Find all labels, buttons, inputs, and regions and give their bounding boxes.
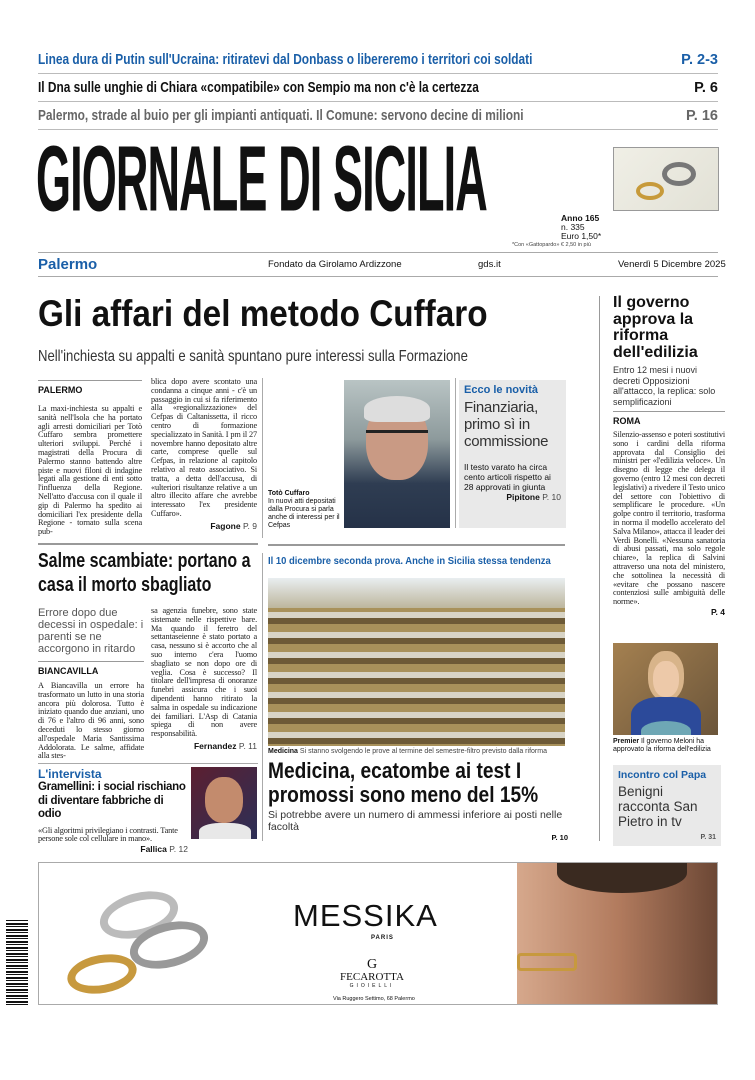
byline: Fernandez P. 11: [193, 740, 257, 751]
ad-city: PARIS: [371, 935, 394, 941]
cuffaro-photo: [344, 380, 450, 528]
teaser-page: P. 2-3: [681, 52, 718, 68]
price-note: *Con «Gattopardo» € 2,50 in più: [512, 242, 591, 248]
box-kicker: Incontro col Papa: [618, 769, 707, 781]
website-link[interactable]: gds.it: [478, 259, 501, 270]
box-text: Il testo varato ha circa cento articoli rispetto ai 28 approvati in giunta: [464, 462, 551, 492]
lead-column-1: [38, 380, 142, 537]
photo-caption: Totò Cuffaro In nuovi atti depositati dalla Procura si parla anche di interessi per il Cefpas: [268, 490, 340, 529]
founder: Fondato da Girolamo Ardizzone: [268, 259, 402, 270]
article-body: sa agenzia funebre, sono state sistemate nelle rispettive bare. Ma quando il feretro del settantaseienne è stato portato a casa, nessuno si è accorto che al suo interno c'era l'uomo sbagliato se non dopo ore di veglia. Cosa è successo? Il titolare dell'impresa di onoranze funebri assicura che i suoi dipendenti hanno ritirato la salma in ospedale su indicazione dei familiari. L'Asp di Catania spiega di non avere responsabilità.: [151, 606, 257, 739]
article-body: La maxi-inchiesta su appalti e sanità nell'Isola che ha portato agli arresti domiciliari per Totò Cuffaro sembra promettere ulteriori sviluppi. Perché i magistrati della Procura di Palermo stanno battendo altre piste e nuovi filoni di indagine legati alla gestione di enti sotto l'influenza della Regione. Nell'atto d'accusa con il quale il gip di Palermo ha spedito ai domiciliari l'ex presidente della Regione - tornato sulla scena pub-: [38, 404, 142, 537]
edilizia-subhead: Entro 12 mesi i nuovi decreti Opposizioni all'attacco, la replica: solo semplificazioni: [613, 365, 716, 407]
byline: Fagone P. 9: [210, 520, 257, 531]
intervista-kicker: L'intervista: [38, 767, 102, 781]
anno: Anno 165: [561, 213, 600, 223]
teaser-page: P. 6: [694, 80, 718, 96]
price: Euro 1,50*: [561, 231, 602, 241]
numero: n. 335: [561, 222, 585, 232]
page-ref: P. 4: [710, 606, 725, 617]
photo-caption: Premier Il governo Meloni ha approvato la riforma dell'edilizia: [613, 738, 711, 753]
lead-headline[interactable]: Gli affari del metodo Cuffaro: [38, 293, 488, 334]
edilizia-headline[interactable]: Il governo approva la riforma dell'edilizia: [613, 294, 698, 361]
medicina-article: [268, 748, 568, 842]
teaser-putin[interactable]: [38, 46, 718, 74]
medicina-kicker: Il 10 dicembre seconda prova. Anche in Sicilia stessa tendenza: [268, 555, 551, 567]
page-ref: P. 10: [551, 833, 568, 842]
issue-date: Venerdì 5 Dicembre 2025: [618, 259, 726, 270]
box-title: Benigni racconta San Pietro in tv: [618, 784, 698, 829]
medicina-headline[interactable]: Medicina, ecatombe ai test I promossi sono meno del 15%: [268, 758, 539, 807]
salme-column-2: [151, 607, 257, 752]
box-finanziaria[interactable]: [459, 380, 566, 528]
page-ref: P. 31: [700, 834, 716, 841]
teaser-text: Il Dna sulle unghie di Chiara «compatibile» con Sempio ma non c'è la certezza: [38, 80, 479, 96]
dateline: PALERMO: [38, 380, 142, 395]
meloni-photo: [613, 643, 718, 735]
teaser-dna[interactable]: [38, 74, 718, 102]
lead-headline-wrap: [38, 292, 578, 338]
masthead-title: GIORNALE DI SICILIA: [36, 125, 487, 231]
column-divider: [599, 296, 600, 841]
byline: Pipitone P. 10: [506, 492, 561, 502]
dateline: ROMA: [613, 411, 725, 426]
edilizia-column: [613, 295, 725, 618]
ad-rings-thumbnail[interactable]: [613, 147, 719, 211]
teaser-text: Linea dura di Putin sull'Ucraina: ritiratevi dal Donbass o libereremo i territori coi soldati: [38, 52, 533, 68]
byline: Fallica P. 12: [140, 844, 188, 855]
fecarotta-logo: G FECAROTTA GIOIELLI: [340, 957, 404, 989]
medicina-kicker-wrap: [268, 551, 568, 565]
teaser-text: Palermo, strade al buio per gli impianti antiquati. Il Comune: servono decine di milioni: [38, 108, 524, 124]
teaser-page: P. 16: [686, 108, 718, 124]
city-edition: Palermo: [38, 256, 98, 273]
ad-brand: MESSIKA: [293, 898, 438, 933]
dateline: BIANCAVILLA: [38, 661, 144, 676]
article-body: Silenzio-assenso e poteri sostitutivi sono i cardini della riforma approvata dal Consiglio dei ministri per «l'edilizia veloce». Un disegno di legge che delega il governo (entro 12 mesi con decreti legislativi) a rivedere il Testo unico del settore con l'obiettivo di semplificare le procedure. «Un golpe contro il territorio, trasforma in norma il modello accelerato del Salva Milano», attacca il leader dei Verdi Bonelli. «Nessuna sanatoria di abusi passati, ma solo regole chiare», la replica di Salvini attraverso una nota del ministero, che sottolinea la necessità di «evitare che possano nascere contenziosi sulle ambiguità delle norme».: [613, 430, 725, 607]
lead-column-2: [151, 378, 257, 532]
medicina-subhead: Si potrebbe avere un numero di ammessi inferiore ai posti nelle facoltà: [268, 809, 563, 833]
messika-ad[interactable]: [38, 862, 718, 1005]
article-body: blica dopo avere scontato una condanna a cinque anni - c'è un passaggio in cui si fa riferimento alla «regionalizzazione» del Cefpas di Caltanissetta, il ricco centro di formazione specializzato in Sanità. I pm il 27 novembre hanno depositato altre carte, comprese quelle sul Cefpas, in relazione al capitolo relativo al reato associativo. Si tratta, a detta dell'accusa, di «ulteriori risultanze relative a un altro illecito affare che avrebbe interessato l'ex presidente Cuffaro».: [151, 377, 257, 518]
lead-subhead: Nell'inchiesta su appalti e sanità spuntano pure interessi sulla Formazione: [38, 348, 468, 365]
gramellini-photo: [191, 767, 257, 839]
salme-headline[interactable]: Salme scambiate: portano a casa il morto sbagliato: [38, 550, 251, 596]
ad-model-photo: [517, 863, 718, 1005]
box-kicker: Ecco le novità: [464, 384, 538, 396]
intervista-text: «Gli algoritmi privilegiano i contrasti. Tante persone sole col cellulare in mano».: [38, 825, 178, 844]
box-title: Finanziaria, primo sì in commissione: [464, 399, 549, 450]
intervista[interactable]: [38, 767, 188, 855]
intervista-headline: Gramellini: i social rischiano di diventare fabbriche di odio: [38, 781, 186, 820]
salme-column-1: [38, 607, 144, 761]
barcode: [6, 920, 28, 1005]
edition-info: [561, 214, 601, 241]
salme-subhead: Errore dopo due decessi in ospedale: i parenti se ne accorgono in ritardo: [38, 607, 144, 655]
article-body: A Biancavilla un errore ha trasformato un lutto in una storia ancora più dolorosa. Tutto è iniziato quando due anziani, uno di 76 e l'altro di 96 anni, sono deceduti lo stesso giorno all'ospedale Maria Santissima Addolorata. Le salme, affidate alla stes-: [38, 681, 144, 761]
lead-subhead-wrap: [38, 347, 568, 367]
ad-address: Via Ruggero Settimo, 68 Palermo: [333, 996, 415, 1002]
medicina-exam-photo: [268, 578, 565, 746]
photo-caption: Medicina Si stanno svolgendo le prove al termine del semestre-filtro previsto dalla riforma: [268, 748, 547, 755]
box-papa[interactable]: [613, 765, 721, 846]
